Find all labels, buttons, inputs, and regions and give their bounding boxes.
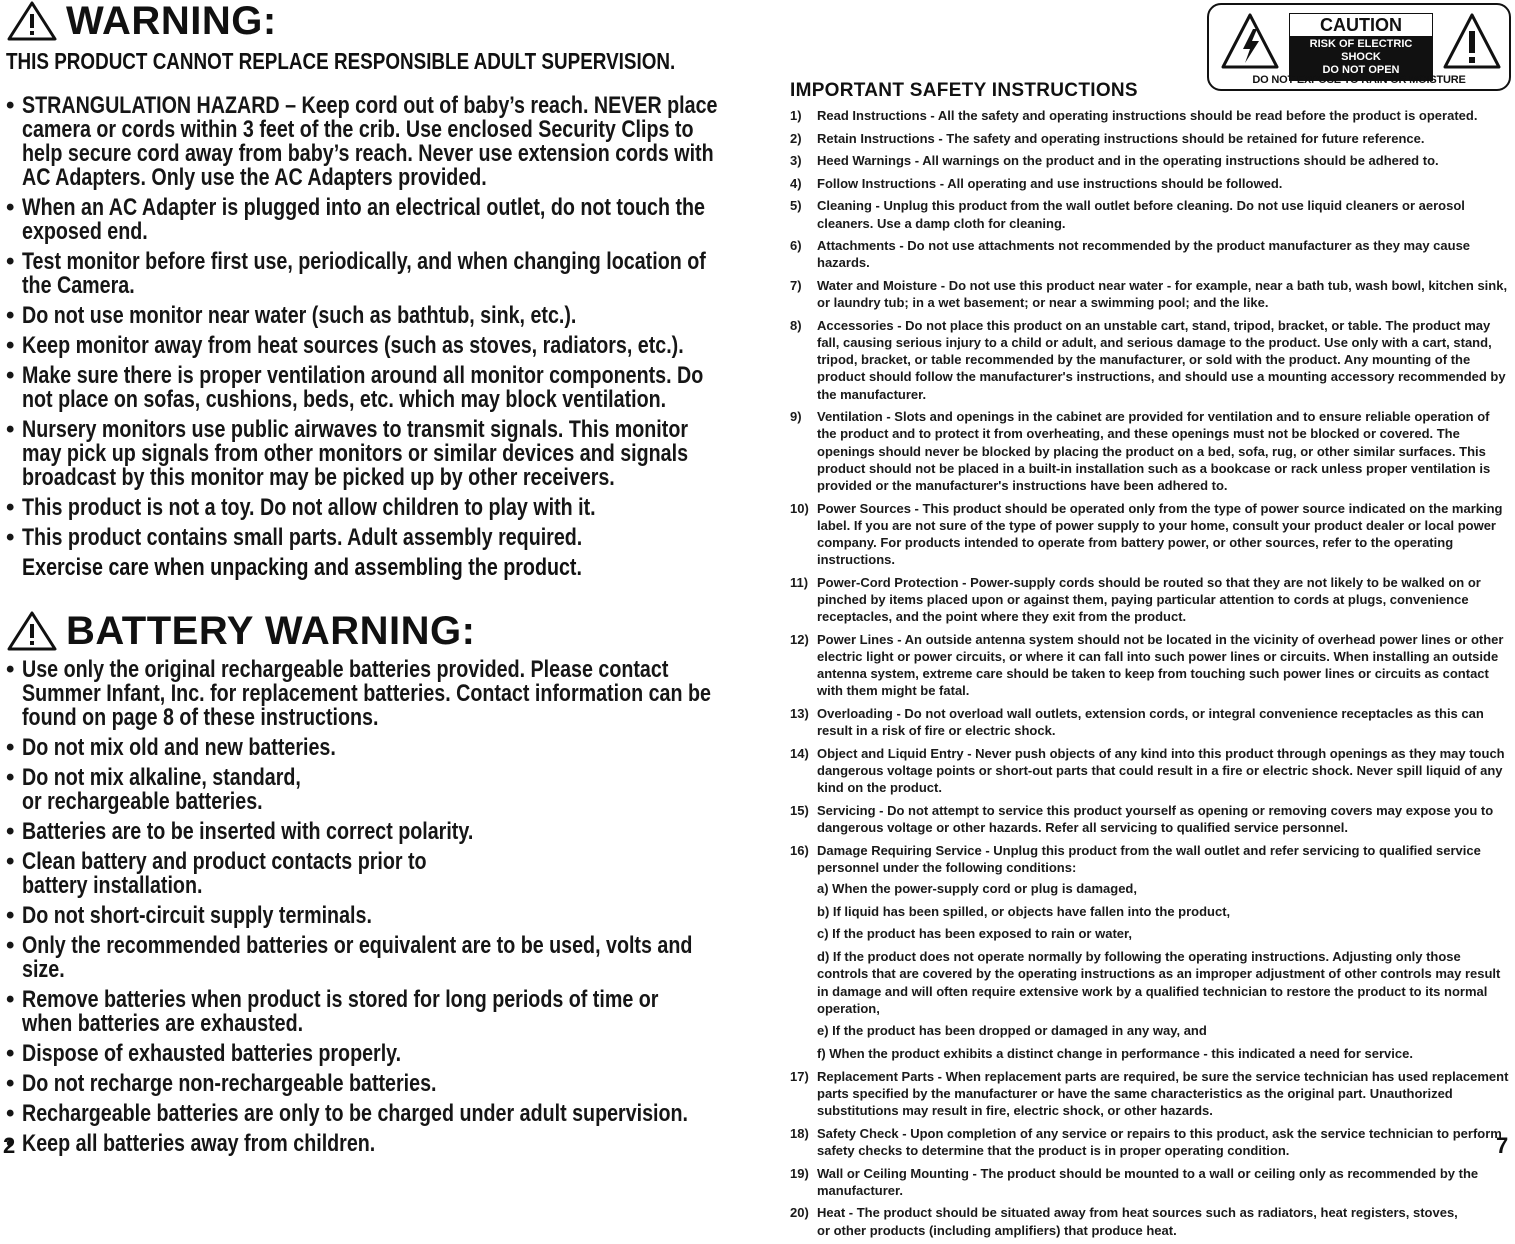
battery-warning-header: [6, 610, 736, 652]
item-number: 7): [790, 277, 802, 293]
list-item-text: Power-Cord Protection - Power-supply cords should be routed so that they are not likely to be walked on or pinched by items placed upon or against them, paying particular attention to cords at plugs, convenience receptacles, and the point where they exit from the product.: [817, 574, 1481, 625]
list-item: [790, 237, 1512, 271]
item-number: 16): [790, 842, 809, 858]
list-item: [6, 334, 722, 358]
warning-triangle-icon: [6, 610, 58, 652]
list-item: [6, 1102, 718, 1126]
list-item: [6, 196, 722, 244]
sub-list-item: f) When the product exhibits a distinct change in performance - this indicated a need for service.: [817, 1046, 1413, 1062]
list-item-text: • Test monitor before first use, periodically, and when changing location of the Camera.: [22, 248, 706, 299]
list-item: [790, 197, 1512, 231]
list-item-text: Ventilation - Slots and openings in the cabinet are provided for ventilation and to ensure reliable operation of the product and to protect it from overheating, and these openings must not be blocked or covered. The openings should never be blocked by placing the product on a bed, sofa, rug, or other similar surfaces. This product should not be placed in a built-in installation such as a bookcase or rack unless proper ventilation is provided or the manufacturer's instructions have been adhered to.: [817, 409, 1491, 493]
item-number: 5): [790, 198, 802, 214]
item-number: 14): [790, 745, 809, 761]
list-item: [6, 304, 722, 328]
list-item: [790, 500, 1512, 569]
list-item-text: • Keep all batteries away from children.: [22, 1130, 376, 1157]
list-item: [790, 152, 1512, 169]
list-item-text: Damage Requiring Service - Unplug this product from the wall outlet and refer servicing to qualified service personnel under the following conditions:: [817, 842, 1481, 875]
warning-title: WARNING:: [66, 0, 277, 43]
list-item: [6, 250, 722, 298]
list-item: [790, 1125, 1512, 1159]
caution-title: CAUTION: [1320, 15, 1402, 35]
list-item: [6, 658, 718, 730]
list-item-text: Cleaning - Unplug this product from the wall outlet before cleaning. Do not use liquid cleaners or aerosol cleaners. Use a damp cloth for cleaning.: [817, 198, 1465, 231]
list-item: [790, 574, 1512, 626]
sub-list-item: d) If the product does not operate normally by following the operating instructions. Adjusting only those controls that are covered by the operating instructions as an improper adjustment of other controls may result in damage and will often require extensive work by a qualified technician to restore the product to its normal operation,: [817, 949, 1501, 1016]
caution-band-line2: DO NOT OPEN: [1322, 64, 1400, 76]
list-item-text: • Clean battery and product contacts prior to battery installation.: [22, 848, 427, 899]
list-item: [790, 130, 1512, 147]
list-item-text: • This product is not a toy. Do not allow children to play with it.: [22, 494, 596, 521]
item-number: 10): [790, 500, 809, 516]
list-item: [790, 1204, 1467, 1238]
item-number: 12): [790, 631, 809, 647]
item-number: 13): [790, 705, 809, 721]
list-item-text: Object and Liquid Entry - Never push objects of any kind into this product through openings as they may touch dangerous voltage points or short-out parts that could result in a fire or electric shock. Never spill liquid of any kind on the product.: [817, 745, 1505, 796]
list-item-text: Water and Moisture - Do not use this product near water - for example, near a bath tub, wash bowl, kitchen sink, or laundry tub; in a wet basement; or near a swimming pool; and the like.: [817, 277, 1508, 311]
list-item-text: Heed Warnings - All warnings on the product and in the operating instructions should be adhered to.: [817, 153, 1439, 169]
list-item-text: • Do not short-circuit supply terminals.: [22, 902, 372, 929]
safety-instructions-list: [790, 107, 1512, 1244]
sub-list-item: b) If liquid has been spilled, or objects have fallen into the product,: [817, 903, 1231, 919]
list-item: [6, 988, 712, 1036]
list-item: [6, 418, 722, 490]
list-item-text: Replacement Parts - When replacement parts are required, be sure the service technician has used replacement parts specified by the manufacturer or have the same characteristics as the original part. Unauthorized substitutions may result in fire, electric shock, or other hazards.: [817, 1068, 1509, 1119]
item-number: 8): [790, 317, 802, 333]
list-item: [790, 1165, 1512, 1199]
list-item-text: • Do not mix old and new batteries.: [22, 734, 336, 761]
sub-list-item: e) If the product has been dropped or damaged in any way, and: [817, 1023, 1207, 1039]
hazard-lead: STRANGULATION HAZARD: [22, 92, 280, 119]
list-item-text: • Keep monitor away from heat sources (such as stoves, radiators, etc.).: [22, 332, 684, 359]
list-item-text: Heat - The product should be situated away from heat sources such as radiators, heat registers, stoves, or other products (including amplifiers) that produce heat.: [817, 1205, 1458, 1238]
list-item: [6, 1132, 718, 1156]
list-item-text: • Dispose of exhausted batteries properly.: [22, 1040, 402, 1067]
list-item: [790, 745, 1512, 797]
list-item: [790, 175, 1512, 192]
item-number: 20): [790, 1205, 809, 1221]
page-number-right: 7: [1496, 1133, 1509, 1158]
list-item: [790, 705, 1512, 739]
sub-list-item: a) When the power-supply cord or plug is damaged,: [817, 880, 1137, 896]
service-conditions-list: [817, 880, 1512, 1062]
list-item-text: • Do not use monitor near water (such as bathtub, sink, etc.).: [22, 302, 577, 329]
battery-warning-title: BATTERY WARNING:: [66, 609, 476, 653]
list-item: [6, 1042, 718, 1066]
list-item-text: • Remove batteries when product is stored for long periods of time or when batteries are exhausted.: [22, 986, 659, 1037]
list-item-text: • Make sure there is proper ventilation around all monitor components. Do not place on sofas, cushions, beds, etc. which may block ventilation.: [22, 362, 704, 413]
item-number: 15): [790, 802, 809, 818]
warning-triangle-icon: [6, 0, 58, 42]
list-item: [6, 94, 722, 190]
safety-instructions-title: IMPORTANT SAFETY INSTRUCTIONS: [790, 80, 1138, 101]
list-item: [6, 904, 718, 928]
list-item: [6, 850, 452, 898]
item-number: 3): [790, 153, 802, 169]
list-item-text: Safety Check - Upon completion of any service or repairs to this product, ask the service technician to perform safety checks to determine that the product is in proper operating condition.: [817, 1125, 1502, 1158]
list-item-text: • Only the recommended batteries or equivalent are to be used, volts and size.: [22, 932, 693, 983]
warning-header: [6, 0, 736, 42]
caution-band-line1: RISK OF ELECTRIC SHOCK: [1309, 38, 1413, 63]
item-number: 9): [790, 409, 802, 425]
list-item-text: Power Sources - This product should be operated only from the type of power source indicated on the marking label. If you are not sure of the type of power supply to your home, consult your product dealer or local power company. For products intended to operate from battery power, or other sources, refer to the operating instructions.: [817, 500, 1503, 568]
list-item: [790, 408, 1512, 494]
item-number: 18): [790, 1125, 809, 1141]
list-item-text: Follow Instructions - All operating and use instructions should be followed.: [817, 175, 1283, 191]
list-item: [6, 766, 322, 814]
list-item-text: • Nursery monitors use public airwaves to transmit signals. This monitor may pick up signals from other monitors or similar devices and signals broadcast by this monitor may be picked up by other receivers.: [22, 416, 689, 491]
list-item: [790, 802, 1512, 836]
warning-subtitle: THIS PRODUCT CANNOT REPLACE RESPONSIBLE ADULT SUPERVISION.: [6, 48, 676, 74]
item-number: 4): [790, 175, 802, 191]
item-number: 2): [790, 130, 802, 146]
list-item: [6, 736, 718, 760]
list-item-text: Attachments - Do not use attachments not recommended by the product manufacturer as they may cause hazards.: [817, 238, 1471, 271]
list-item: [6, 1072, 718, 1096]
list-item: [790, 317, 1512, 403]
list-item: [6, 364, 722, 412]
list-item: [790, 842, 1512, 1063]
assembly-note: [6, 556, 736, 580]
list-item: [6, 496, 722, 520]
list-item-text: • Do not recharge non-rechargeable batteries.: [22, 1070, 437, 1097]
list-item-text: Servicing - Do not attempt to service this product yourself as opening or removing covers may expose you to dangerous voltage or other hazards. Refer all servicing to qualified service personnel.: [817, 802, 1494, 835]
list-item: [790, 1068, 1512, 1120]
item-number: 1): [790, 108, 802, 123]
list-item: [6, 820, 718, 844]
list-item-text: • Do not mix alkaline, standard, or rechargeable batteries.: [22, 764, 301, 815]
list-item-text: Wall or Ceiling Mounting - The product should be mounted to a wall or ceiling only as recommended by the manufacturer.: [817, 1165, 1479, 1198]
right-page: [790, 0, 1512, 1238]
list-item-text: • Use only the original rechargeable batteries provided. Please contact Summer Infant, Inc. for replacement batteries. Contact information can be found on page 8 of these instructions.: [22, 656, 711, 731]
list-item: [790, 107, 1512, 124]
list-item: [790, 277, 1512, 311]
sub-list-item: c) If the product has been exposed to rain or water,: [817, 926, 1132, 942]
list-item-text: Read Instructions - All the safety and operating instructions should be read before the product is operated.: [817, 108, 1478, 123]
list-item-text: Retain Instructions - The safety and operating instructions should be retained for future reference.: [817, 130, 1425, 146]
list-item: [6, 526, 722, 550]
list-item: [790, 631, 1512, 700]
list-item: [6, 934, 702, 982]
item-number: 17): [790, 1068, 809, 1084]
list-item-text: Overloading - Do not overload wall outlets, extension cords, or integral convenience receptacles as this can result in a risk of fire or electric shock.: [817, 705, 1484, 739]
page-number-left: 2: [3, 1133, 16, 1158]
list-item-text: • Rechargeable batteries are only to be charged under adult supervision.: [22, 1100, 689, 1127]
warning-list: [6, 94, 722, 550]
list-item-text: • This product contains small parts. Adult assembly required.: [22, 524, 583, 551]
item-number: 19): [790, 1165, 809, 1181]
item-number: 6): [790, 238, 802, 254]
list-item-text: • When an AC Adapter is plugged into an electrical outlet, do not touch the exposed end.: [22, 194, 705, 245]
left-page: [6, 0, 736, 1163]
list-item-text: Accessories - Do not place this product on an unstable cart, stand, tripod, bracket, or table. The product may fall, causing serious injury to a child or adult, and serious damage to the product. Use only with a cart, stand, tripod, bracket, or table recommended by the manufacturer, or sold with the product. Any mounting of the product should follow the manufacturer's instructions, and should use a mounting accessory recommended by the manufacturer.: [817, 317, 1506, 402]
list-item-text: Power Lines - An outside antenna system should not be located in the vicinity of overhead power lines or other electric light or power circuits, or where it can fall into such power lines or circuits. When installing an outside antenna system, extreme care should be taken to keep from touching such power lines or circuits as contact with them might be fatal.: [817, 631, 1504, 699]
item-number: 11): [790, 574, 809, 590]
list-item-text: • Batteries are to be inserted with correct polarity.: [22, 818, 474, 845]
caution-footer: DO NOT EXPOSE TO RAIN OR MOISTURE: [1252, 74, 1466, 86]
list-item-text: – Keep cord out of baby’s reach. NEVER place camera or cords within 3 feet of the crib. Use enclosed Security Clips to help secure cord away from baby’s reach. Never use extension cords with AC Adapters. Only use the AC Adapters provided.: [22, 92, 718, 191]
battery-warning-list: [6, 658, 718, 1156]
assembly-note-text: Exercise care when unpacking and assembling the product.: [22, 554, 582, 581]
